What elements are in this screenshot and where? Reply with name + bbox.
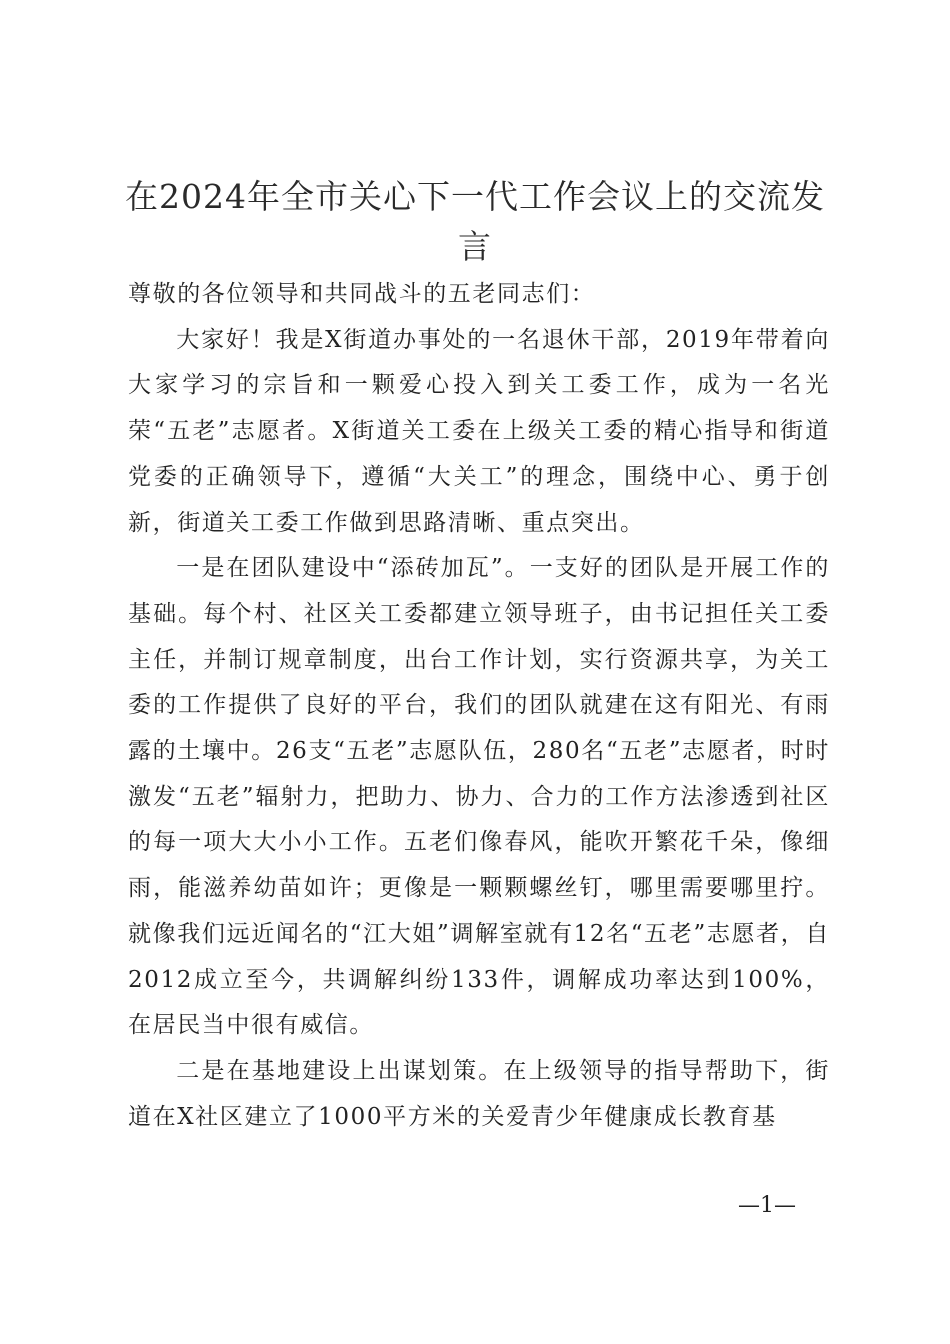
- paragraph-team-building: 一是在团队建设中“添砖加瓦”。一支好的团队是开展工作的基础。每个村、社区关工委都建立领导班子，由书记担任关工委主任，并制订规章制度，出台工作计划，实行资源共享，为关工委的工作提供了良好的平台，我们的团队就建在这有阳光、有雨露的土壤中。26支“五老”志愿队伍，280名“五老”志愿者，时时激发“五老”辐射力，把助力、协力、合力的工作方法渗透到社区的每一项大大小小工作。五老们像春风，能吹开繁花千朵，像细雨，能滋养幼苗如许；更像是一颗颗螺丝钉，哪里需要哪里拧。就像我们远近闻名的“江大姐”调解室就有12名“五老”志愿者，自2012成立至今，共调解纠纷133件，调解成功率达到100%，在居民当中很有威信。: [128, 555, 830, 1039]
- paragraph-intro: 大家好！我是X街道办事处的一名退休干部，2019年带着向大家学习的宗旨和一颗爱心投入到关工委工作，成为一名光荣“五老”志愿者。X街道关工委在上级关工委的精心指导和街道党委的正确领导下，遵循“大关工”的理念，围绕中心、勇于创新，街道关工委工作做到思路清晰、重点突出。: [128, 326, 830, 536]
- paragraph-base-building: 二是在基地建设上出谋划策。在上级领导的指导帮助下，街道在X社区建立了1000平方米的关爱青少年健康成长教育基: [128, 1057, 830, 1130]
- document-body: [128, 272, 830, 1140]
- document-title: 在2024年全市关心下一代工作会议上的交流发言: [125, 177, 825, 266]
- page-number: —1—: [738, 1193, 796, 1218]
- salutation: 尊敬的各位领导和共同战斗的五老同志们：: [128, 281, 596, 307]
